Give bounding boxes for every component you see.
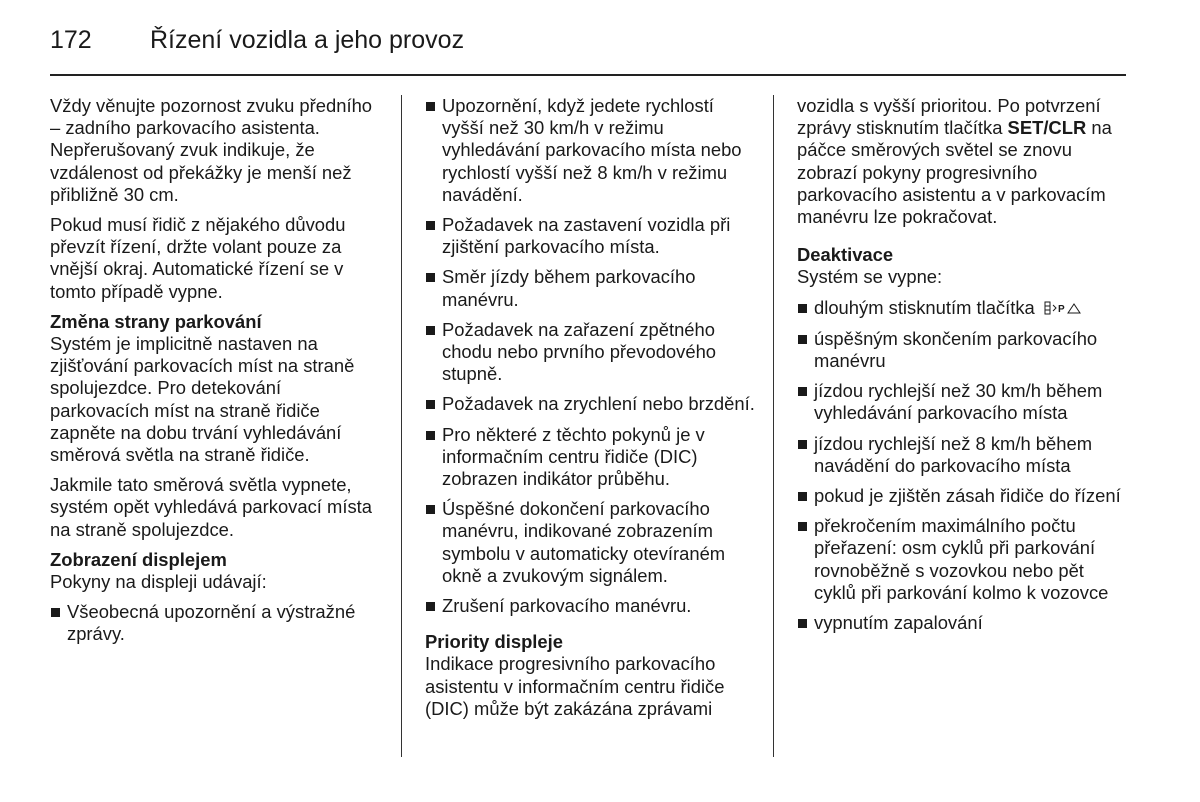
section-heading: Deaktivace bbox=[797, 244, 894, 266]
column-divider bbox=[773, 95, 774, 757]
list-item: Všeobecná upozornění a výstražné zprávy. bbox=[50, 601, 385, 645]
bullet-list bbox=[797, 297, 1127, 635]
paragraph: Indikace progresivního parkovacího asistentu v informačním centru řidiče (DIC) může být zakázána zprávami bbox=[425, 653, 725, 719]
section-heading: Zobrazení displejem bbox=[50, 548, 227, 570]
list-item: jízdou rychlejší než 8 km/h během navádění do parkovacího místa bbox=[797, 433, 1127, 477]
paragraph: Vždy věnujte pozornost zvuku předního – zadního parkovacího asistenta. Nepřerušovaný zvuk indikuje, že vzdálenost od překážky je menší než přibližně 30 cm. bbox=[50, 95, 373, 205]
list-item: Požadavek na zrychlení nebo brzdění. bbox=[425, 393, 755, 415]
list-item: Úspěšné dokončení parkovacího manévru, indikované zobrazením symbolu v automaticky otevíraném okně a zvukovým signálem. bbox=[425, 498, 755, 587]
bullet-list bbox=[50, 601, 385, 645]
list-item: Pro některé z těchto pokynů je v informačním centru řidiče (DIC) zobrazen indikátor průběhu. bbox=[425, 424, 755, 491]
list-item: vypnutím zapalování bbox=[797, 612, 1127, 634]
list-item: Požadavek na zařazení zpětného chodu nebo prvního převodového stupně. bbox=[425, 319, 755, 386]
paragraph: Systém se vypne: bbox=[797, 266, 943, 288]
paragraph bbox=[797, 95, 1127, 228]
column-2 bbox=[425, 95, 755, 728]
paragraph: Pokud musí řidič z nějakého důvodu převzít řízení, držte volant pouze za vnější okraj. Automatické řízení se v tomto případě vypne. bbox=[50, 214, 346, 302]
list-item: Směr jízdy během parkovacího manévru. bbox=[425, 266, 755, 310]
paragraph-text: vozidla s vyšší prioritou. Po potvrzení zprávy stisknutím tlačítka bbox=[797, 95, 1101, 139]
parking-assist-button-icon bbox=[1044, 298, 1084, 320]
column-1 bbox=[50, 95, 385, 654]
section-heading: Priority displeje bbox=[425, 631, 563, 653]
list-item bbox=[797, 297, 1127, 320]
list-item: pokud je zjištěn zásah řidiče do řízení bbox=[797, 485, 1127, 507]
page-header bbox=[50, 22, 1126, 70]
paragraph: Systém je implicitně nastaven na zjišťování parkovacích míst na straně spolujezdce. Pro detekování parkovacích míst na straně řidiče zapněte na dobu trvání vyhledávání směrová světla na straně řidiče. bbox=[50, 333, 355, 466]
header-rule bbox=[50, 74, 1126, 76]
list-item: Zrušení parkovacího manévru. bbox=[425, 595, 755, 617]
paragraph: Jakmile tato směrová světla vypnete, systém opět vyhledává parkovací místa na straně spolujezdce. bbox=[50, 474, 372, 540]
column-3 bbox=[797, 95, 1127, 642]
list-item: jízdou rychlejší než 30 km/h během vyhledávání parkovacího místa bbox=[797, 380, 1127, 424]
section-heading: Změna strany parkování bbox=[50, 310, 262, 332]
list-item-text: dlouhým stisknutím tlačítka bbox=[814, 296, 1035, 318]
list-item: Požadavek na zastavení vozidla při zjištění parkovacího místa. bbox=[425, 214, 755, 258]
list-item: překročením maximálního počtu přeřazení: osm cyklů při parkování rovnoběžně s vozovkou nebo pět cyklů při parkování kolmo k vozovce bbox=[797, 515, 1127, 604]
bullet-list bbox=[425, 95, 755, 617]
paragraph: Pokyny na displeji udávají: bbox=[50, 571, 267, 593]
page-number: 172 bbox=[50, 26, 92, 54]
list-item: úspěšným skončením parkovacího manévru bbox=[797, 328, 1127, 372]
set-clr-label: SET/CLR bbox=[1007, 117, 1087, 139]
column-divider bbox=[401, 95, 402, 757]
chapter-title: Řízení vozidla a jeho provoz bbox=[150, 26, 465, 54]
svg-text:P: P bbox=[1057, 303, 1065, 315]
list-item: Upozornění, když jedete rychlostí vyšší než 30 km/h v režimu vyhledávání parkovacího místa nebo rychlostí vyšší než 8 km/h v režimu navádění. bbox=[425, 95, 755, 206]
paragraph-text: na páčce směrových světel se znovu zobrazí pokyny progresivního parkovacího asistentu a v parkovacím manévru lze pokračovat. bbox=[797, 117, 1112, 228]
